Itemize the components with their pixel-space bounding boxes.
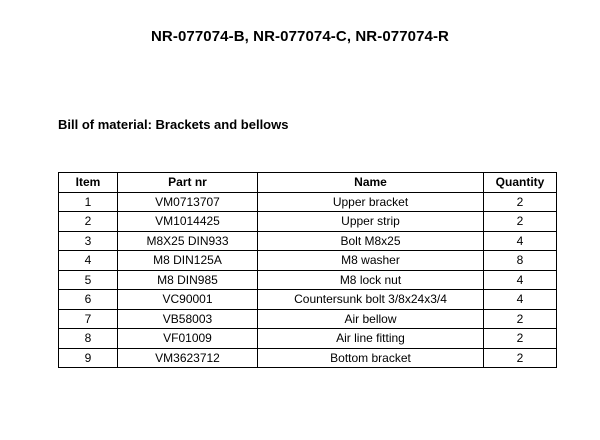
table-header-row: [59, 173, 557, 193]
table-row: [59, 309, 557, 329]
cell-quantity: 4: [484, 270, 557, 290]
cell-part-nr: VC90001: [118, 290, 258, 310]
cell-name: Upper strip: [258, 212, 484, 232]
table-row: [59, 231, 557, 251]
cell-quantity: 2: [484, 329, 557, 349]
column-header-part-nr: Part nr: [118, 173, 258, 193]
cell-part-nr: VB58003: [118, 309, 258, 329]
cell-item: 9: [59, 348, 118, 368]
bill-of-material-table: [58, 172, 557, 368]
table-row: [59, 348, 557, 368]
cell-part-nr: VF01009: [118, 329, 258, 349]
column-header-item: Item: [59, 173, 118, 193]
cell-quantity: 2: [484, 192, 557, 212]
cell-item: 8: [59, 329, 118, 349]
cell-item: 6: [59, 290, 118, 310]
cell-part-nr: VM1014425: [118, 212, 258, 232]
cell-name: M8 lock nut: [258, 270, 484, 290]
cell-part-nr: VM0713707: [118, 192, 258, 212]
cell-quantity: 4: [484, 231, 557, 251]
cell-part-nr: M8 DIN125A: [118, 251, 258, 271]
cell-name: Bottom bracket: [258, 348, 484, 368]
section-title: Bill of material: Brackets and bellows: [58, 117, 289, 132]
table-row: [59, 290, 557, 310]
cell-item: 7: [59, 309, 118, 329]
document-title: NR-077074-B, NR-077074-C, NR-077074-R: [151, 28, 449, 45]
cell-part-nr: VM3623712: [118, 348, 258, 368]
cell-part-nr: M8 DIN985: [118, 270, 258, 290]
cell-name: Air line fitting: [258, 329, 484, 349]
cell-item: 4: [59, 251, 118, 271]
table-row: [59, 192, 557, 212]
cell-item: 1: [59, 192, 118, 212]
column-header-quantity: Quantity: [484, 173, 557, 193]
cell-item: 2: [59, 212, 118, 232]
cell-quantity: 2: [484, 309, 557, 329]
cell-name: Air bellow: [258, 309, 484, 329]
table-row: [59, 212, 557, 232]
cell-name: M8 washer: [258, 251, 484, 271]
cell-item: 5: [59, 270, 118, 290]
table-row: [59, 270, 557, 290]
cell-quantity: 4: [484, 290, 557, 310]
cell-name: Countersunk bolt 3/8x24x3/4: [258, 290, 484, 310]
cell-name: Bolt M8x25: [258, 231, 484, 251]
cell-name: Upper bracket: [258, 192, 484, 212]
table-row: [59, 329, 557, 349]
cell-quantity: 8: [484, 251, 557, 271]
cell-part-nr: M8X25 DIN933: [118, 231, 258, 251]
cell-item: 3: [59, 231, 118, 251]
cell-quantity: 2: [484, 212, 557, 232]
cell-quantity: 2: [484, 348, 557, 368]
table-row: [59, 251, 557, 271]
column-header-name: Name: [258, 173, 484, 193]
